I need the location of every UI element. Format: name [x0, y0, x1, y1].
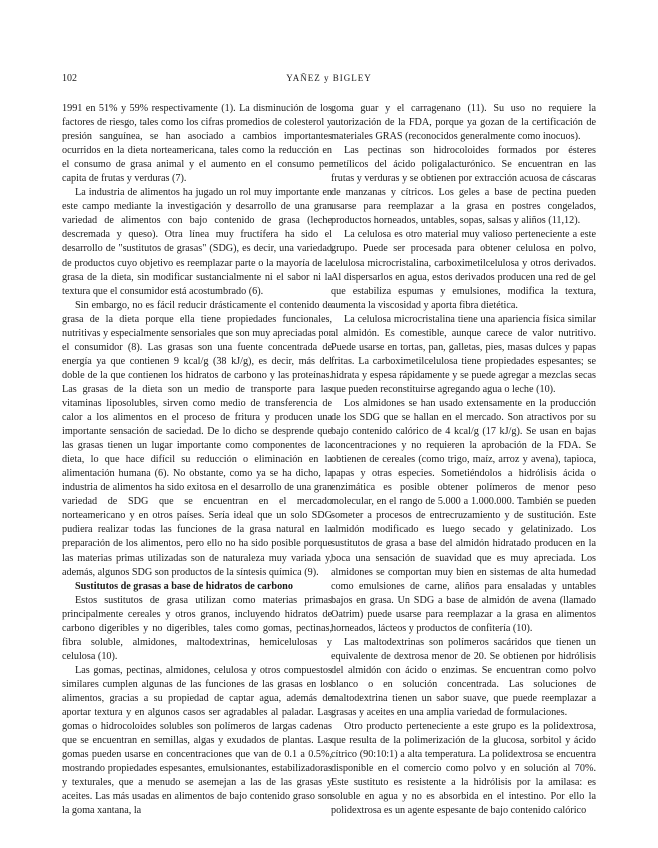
body-paragraph: La industria de alimentos ha jugado un rol muy importante en este campo mediante la investigación y desarrollo de una gran variedad de alimentos con bajo contenido de grasa (leche descremada y queso). Otra línea muy fructífera ha sido el desarrollo de "sustitutos de grasas" (SDG), es decir, una variedad de productos cuyo objetivo es reemplazar parte o la mayoría de la grasa de la dieta, sin modificar sustancialmente ni el sabor ni la textura que el consumidor está acostumbrado (6). [62, 187, 332, 297]
body-paragraph: Las maltodextrinas son polímeros sacáridos que tienen un equivalente de dextrosa menor de 20. Se obtienen por hidrólisis del almidón con ácido o enzimas. Se encuentran como polvo blanco o en solución concentrada. Las soluciones de maltodextrina tienen un sabor suave, que puede reemplazar a grasas y aceites en una amplia variedad de formulaciones. [331, 636, 596, 719]
body-paragraph: La celulosa es otro material muy valioso perteneciente a este grupo. Puede ser procesada para obtener celulosa en polvo, celulosa microcristalina, carboximetilcelulosa y otros derivados. Al dispersarlos en agua, estos derivados producen una red de gel que estabiliza espumas y emulsiones, modifica la textura, aumenta la viscosidad y aporta fibra dietética. [331, 229, 596, 311]
right-column [331, 102, 596, 818]
body-paragraph: Estos sustitutos de grasa utilizan como materias primas principalmente cereales y otros granos, incluyendo hidratos de carbono digeribles y no digeribles, tales como gomas, pectinas, fibra soluble, almidones, maltodextrinas, hemicelulosas y celulosa (10). [62, 594, 332, 662]
body-paragraph: Los almidones se han usado extensamente en la producción de los SDG que se hallan en el mercado. Son atractivos por su bajo contenido calórico de 4 kcal/g (17 kJ/g). Se usan en bajas concentraciones y no requieren la aprobación de la FDA. Se obtienen de cereales (como trigo, maíz, arroz y avena), tapioca, papas y otras especies. Sometiéndolos a hidrólisis ácida o enzimática es posible obtener polímeros de menor peso molecular, en el rango de 5.000 a 1.000.000. También se pueden someter a procesos de entrecruzamiento y de sustitución. Este almidón modificado es luego secado y gelatinizado. Los sustitutos de grasa a base del almidón hidratado producen en la boca una sensación de suavidad que es muy apreciada. Los almidones se comportan muy bien en sistemas de alta humedad como emulsiones de carne, aliños para ensaladas y untables bajos en grasa. Un SDG a base de almidón de avena (llamado Oatrim) puede usarse para reemplazar a la grasa en alimentos horneados, lácteos y productos de confitería (10). [331, 397, 596, 634]
body-paragraph: goma guar y el carragenano (11). Su uso no requiere la autorización de la FDA, porque ya gozan de la certificación de materiales GRAS (reconocidos generalmente como inocuos). [331, 103, 596, 143]
body-paragraph: La celulosa microcristalina tiene una apariencia física similar al almidón. Es comestible, aunque carece de valor nutritivo. Puede usarse en tortas, pan, galletas, pies, masas dulces y papas fritas. La carboximetilcelulosa tiene propiedades espesantes; se hidrata y espesa rápidamente y se puede agregar a mezclas secas que pueden reconstituirse agregando agua o leche (10). [331, 313, 596, 395]
body-paragraph: Otro producto perteneciente a este grupo es la polidextrosa, que resulta de la polimerización de la glucosa, sorbitol y ácido cítrico (90:10:1) a alta temperatura. La polidextrosa se encuentra disponible en el comercio como polvo y en solución al 70%. Este sustituto es resistente a la hidrólisis por la amilasa: es soluble en agua y no es absorbida en el intestino. Por ello la polidextrosa es un agente espesante de bajo contenido calórico [331, 721, 596, 817]
body-paragraph: 1991 en 51% y 59% respectivamente (1). La disminución de los factores de riesgo, tales como los cifras promedios de colesterol y presión sanguínea, se han asociado a cambios importantes ocurridos en la dieta norteamericana, tales como la reducción en el consumo de grasa animal y el aumento en el consumo per capita de frutas y verduras (7). [62, 103, 332, 185]
body-paragraph: Las gomas, pectinas, almidones, celulosa y otros compuestos similares cumplen algunas de las funciones de las grasas en los alimentos, gracias a su propiedad de captar agua, además de aportar textura y en algunos casos ser agradables al paladar. Las gomas o hidrocoloides solubles son polímeros de largas cadenas que se encuentran en semillas, algas y exudados de plantas. Las gomas pueden usarse en concentraciones que van de 0.1 a 0.5%, mostrando propiedades espesantes, emulsionantes, estabilizadoras y texturales, que a menudo se asemejan a las de las grasas y aceites. Las más usadas en alimentos de bajo contenido graso son la goma xantana, la [62, 664, 332, 817]
running-head: YAÑEZ y BIGLEY [286, 73, 372, 83]
left-column [62, 102, 332, 818]
body-paragraph: Sin embargo, no es fácil reducir drásticamente el contenido de grasa de la dieta porque ella tiene propiedades funcionales, nutritivas y especialmente sensoriales que son muy apreciadas por el consumidor (8). Las grasas son una fuente concentrada de energía ya que contienen 9 kcal/g (38 kJ/g), es decir, más del doble de la que contienen los hidratos de carbono y las proteínas. Las grasas de la dieta son un medio de transporte para las vitaminas liposolubles, sirven como medio de transferencia de calor a los alimentos en el proceso de fritura y producen una importante sensación de saciedad. De lo dicho se desprende que las grasas tienen un lugar importante como componentes de la dieta, lo que hace difícil su reducción o eliminación en la alimentación humana (6). No obstante, como ya se ha dicho, la industria de alimentos ha sido exitosa en el desarrollo de una gran variedad de SDG que se encuentran en el mercado norteamericano y en otros países. Sería ideal que un solo SDG pudiera realizar todas las funciones de la grasa natural en la preparación de los alimentos, pero ello no ha sido posible porque las materias primas utilizadas son de naturaleza muy variada y, además, algunos SDG son productos de la síntesis química (9). [62, 299, 332, 578]
body-paragraph: Las pectinas son hidrocoloides formados por ésteres metílicos del ácido poligalacturónico. Se encuentran en las frutas y verduras y se obtienen por extracción acuosa de cáscaras de manzanas y cítricos. Los geles a base de pectina pueden usarse para reemplazar a la grasa en postres congelados, productos horneados, untables, sopas, salsas y aliños (11,12). [331, 145, 596, 227]
section-heading: Sustitutos de grasas a base de hidratos de carbono [75, 580, 293, 592]
page-number: 102 [62, 73, 77, 84]
